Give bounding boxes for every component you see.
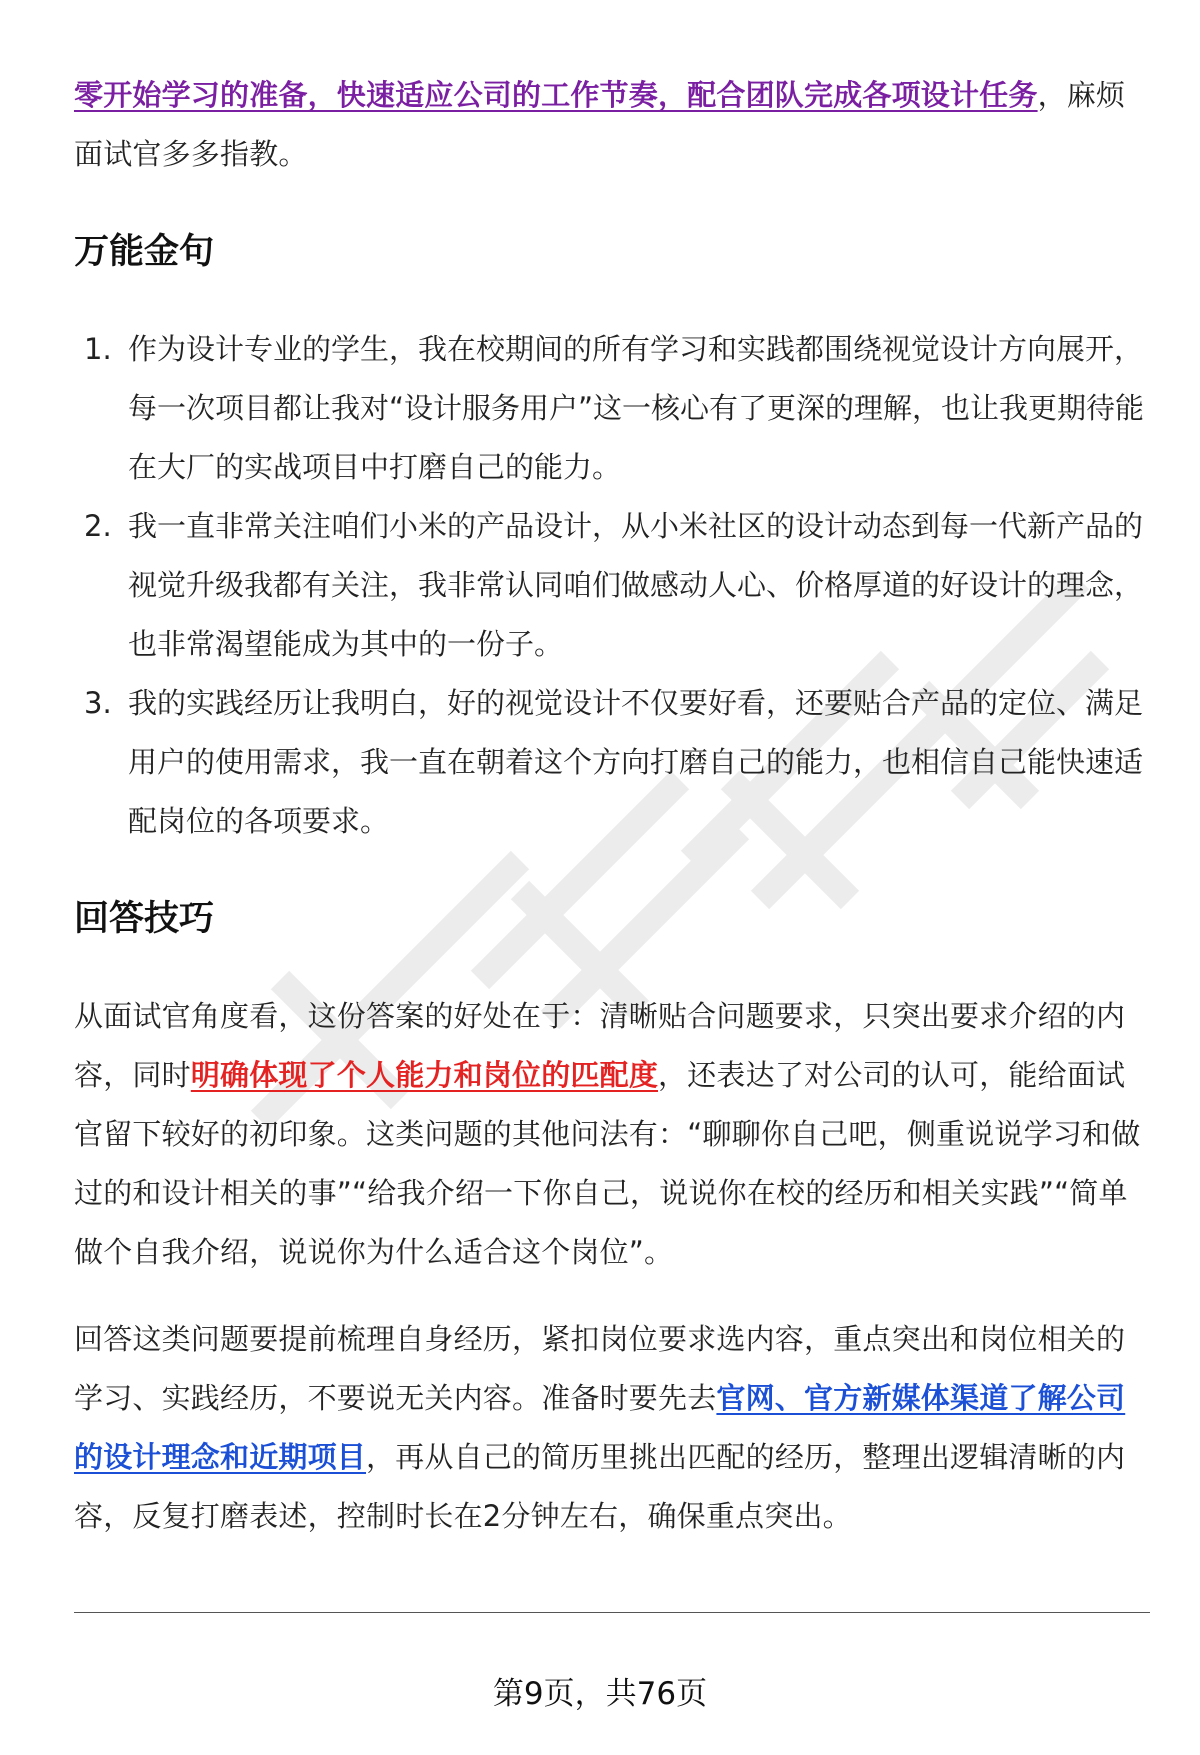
list-item-text: 我一直非常关注咱们小米的产品设计，从小米社区的设计动态到每一代新产品的视觉升级我都有关注，我非常认同咱们做感动人心、价格厚道的好设计的理念，也非常渴望能成为其中的一份子。 [128, 509, 1144, 661]
list-item-number: 1. [84, 332, 112, 366]
footer-divider [74, 1612, 1150, 1613]
list-item [74, 674, 1150, 851]
tips-paragraph-2 [74, 1310, 1150, 1546]
tips-p1-after: ，还表达了对公司的认可，能给面试官留下较好的初印象。这类问题的其他问法有：“聊聊你自己吧，侧重说说学习和做过的和设计相关的事”“给我介绍一下你自己，说说你在校的经历和相关实践”“简单做个自我介绍，说说你为什么适合这个岗位”。 [74, 1058, 1141, 1269]
intro-highlight: 零开始学习的准备，快速适应公司的工作节奏，配合团队完成各项设计任务 [74, 78, 1038, 112]
section-title-golden-sentences: 万能金句 [74, 232, 215, 272]
tips-p2-before: 回答这类问题要提前梳理自身经历，紧扣岗位要求选内容，重点突出和岗位相关的学习、实践经历，不要说无关内容。准备时要先去 [74, 1322, 1126, 1415]
tips-paragraph-1 [74, 987, 1150, 1282]
tips-p2-after: ，再从自己的简历里挑出匹配的经历，整理出逻辑清晰的内容，反复打磨表述，控制时长在2分钟左右，确保重点突出。 [74, 1440, 1126, 1533]
list-item-number: 3. [84, 686, 112, 720]
tips-p2-highlight: 官网、官方新媒体渠道了解公司的设计理念和近期项目 [74, 1381, 1126, 1474]
list-item-text: 我的实践经历让我明白，好的视觉设计不仅要好看，还要贴合产品的定位、满足用户的使用需求，我一直在朝着这个方向打磨自己的能力，也相信自己能快速适配岗位的各项要求。 [128, 686, 1144, 838]
page-content [74, 66, 1150, 1546]
list-item [74, 320, 1150, 497]
intro-rest: ，麻烦面试官多多指教。 [74, 78, 1126, 171]
golden-sentences-list [74, 320, 1150, 851]
list-item-number: 2. [84, 509, 112, 543]
section-title-answer-tips: 回答技巧 [74, 899, 215, 939]
list-item [74, 497, 1150, 674]
list-item-text: 作为设计专业的学生，我在校期间的所有学习和实践都围绕视觉设计方向展开，每一次项目都让我对“设计服务用户”这一核心有了更深的理解，也让我更期待能在大厂的实战项目中打磨自己的能力。 [128, 332, 1145, 484]
intro-paragraph [74, 66, 1150, 184]
tips-p1-before: 从面试官角度看，这份答案的好处在于：清晰贴合问题要求，只突出要求介绍的内容，同时 [74, 999, 1126, 1092]
page-number: 第9页，共76页 [492, 1676, 708, 1712]
tips-p1-highlight: 明确体现了个人能力和岗位的匹配度 [190, 1058, 659, 1092]
